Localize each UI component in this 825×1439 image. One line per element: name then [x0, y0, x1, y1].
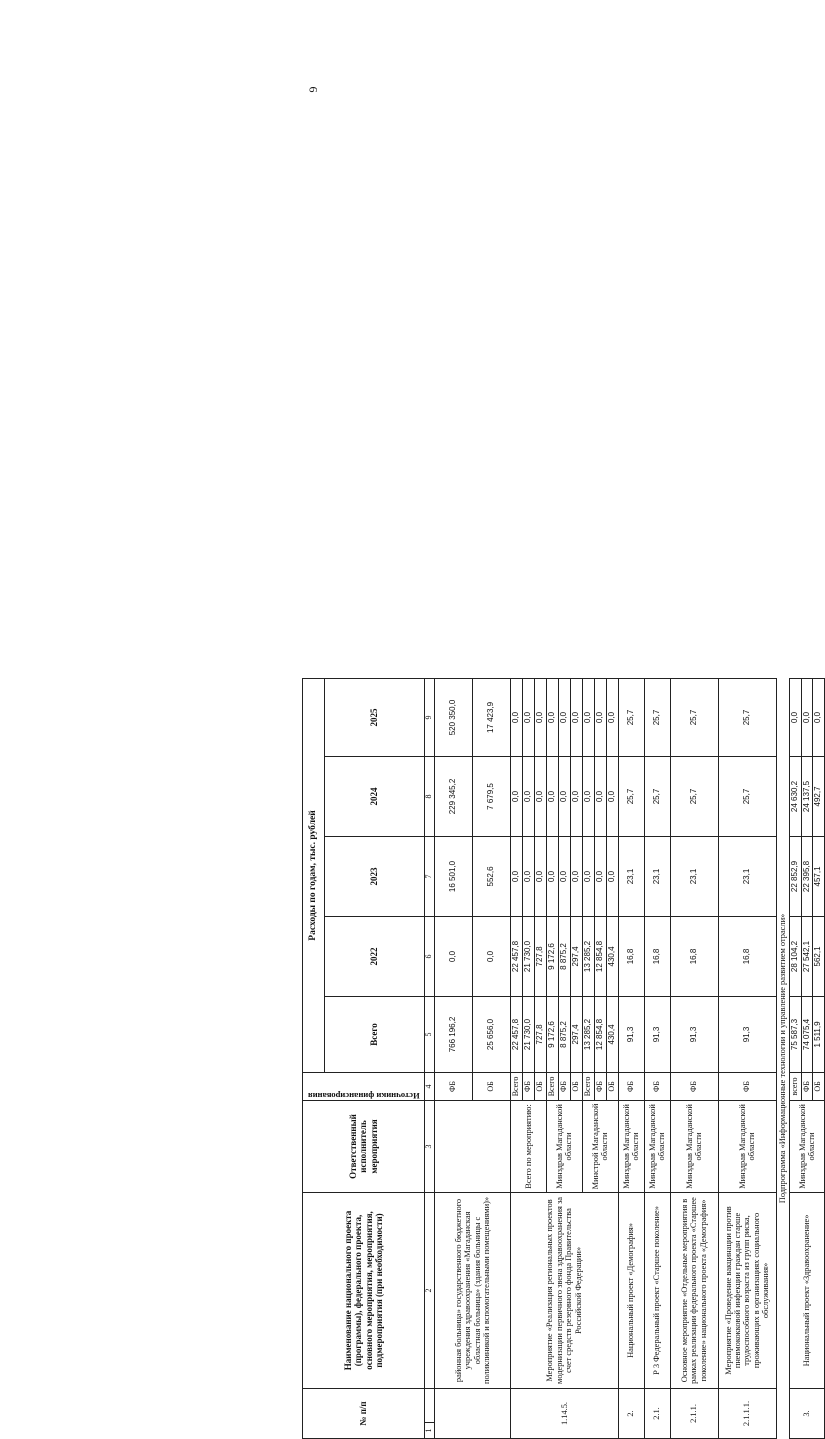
value-total: 75 587,3	[789, 996, 801, 1072]
row-executor: Минздрав Магаданской области	[718, 1100, 776, 1192]
header-expenses: Расходы по годам, тыс. рублей	[303, 678, 325, 1072]
value-total: 91,3	[718, 996, 776, 1072]
row-executor: Минздрав Магаданской области	[789, 1100, 825, 1192]
value-2023: 0,0	[570, 836, 582, 916]
row-no: 2.	[618, 1388, 644, 1438]
row-executor: Минздрав Магаданской области	[644, 1100, 670, 1192]
colnum-4: 4	[425, 1072, 435, 1100]
source-cell: ФБ	[594, 1072, 606, 1100]
value-2025: 520 350,0	[435, 678, 473, 756]
value-total: 25 656,0	[473, 996, 511, 1072]
rotated-budget-table	[302, 679, 823, 1439]
value-2023: 0,0	[606, 836, 618, 916]
source-cell: всего	[789, 1072, 801, 1100]
row-no-cell	[435, 1388, 511, 1438]
value-2024: 0,0	[522, 756, 534, 836]
value-2022: 9 172,6	[546, 916, 558, 996]
value-2022: 297,4	[570, 916, 582, 996]
value-2023: 0,0	[511, 836, 523, 916]
row-name: Национальный проект «Демография»	[618, 1192, 644, 1388]
row-executor-minzdrav: Минздрав Магаданской области	[546, 1100, 582, 1192]
value-2023: 0,0	[594, 836, 606, 916]
row-executor-all: Всего по мероприятию:	[511, 1100, 547, 1192]
row-executor: Минздрав Магаданской области	[670, 1100, 718, 1192]
value-2023: 0,0	[522, 836, 534, 916]
value-2024: 0,0	[546, 756, 558, 836]
value-2025: 25,7	[670, 678, 718, 756]
value-2024: 7 679,5	[473, 756, 511, 836]
value-2022: 27 542,1	[801, 916, 813, 996]
value-2022: 16,8	[644, 916, 670, 996]
value-2024: 25,7	[670, 756, 718, 836]
value-2023: 23,1	[670, 836, 718, 916]
value-2022: 0,0	[473, 916, 511, 996]
value-2023: 0,0	[534, 836, 546, 916]
value-2022: 8 875,2	[558, 916, 570, 996]
source-cell: ОБ	[570, 1072, 582, 1100]
header-executor: Ответственный исполнитель мероприятия	[303, 1100, 425, 1192]
value-total: 13 285,2	[582, 996, 594, 1072]
colnum-2: 2	[425, 1192, 435, 1388]
value-2025: 25,7	[618, 678, 644, 756]
value-2022: 28 104,2	[789, 916, 801, 996]
value-2024: 0,0	[534, 756, 546, 836]
row-executor-minstroy: Минстрой Магаданской области	[582, 1100, 618, 1192]
source-cell: ФБ	[558, 1072, 570, 1100]
row-name: Национальный проект «Здравоохранение»	[789, 1192, 825, 1388]
value-total: 1 511,9	[813, 996, 825, 1072]
value-total: 8 875,2	[558, 996, 570, 1072]
value-2023: 22 395,8	[801, 836, 813, 916]
value-2025: 0,0	[813, 678, 825, 756]
row-no: 1.14.5.	[511, 1388, 619, 1438]
value-2022: 12 854,8	[594, 916, 606, 996]
row-executor: Минздрав Магаданской области	[618, 1100, 644, 1192]
value-2024: 492,7	[813, 756, 825, 836]
row-no: 2.1.1.	[670, 1388, 718, 1438]
value-2023: 23,1	[644, 836, 670, 916]
value-2023: 22 852,9	[789, 836, 801, 916]
value-2025: 0,0	[594, 678, 606, 756]
value-total: 91,3	[618, 996, 644, 1072]
value-2024: 0,0	[606, 756, 618, 836]
value-total: 74 075,4	[801, 996, 813, 1072]
row-no: 3.	[789, 1388, 825, 1438]
page-number: 6	[306, 86, 321, 93]
source-cell: ФБ	[718, 1072, 776, 1100]
row-no: 2.1.	[644, 1388, 670, 1438]
source-cell: ФБ	[644, 1072, 670, 1100]
source-cell: ОБ	[606, 1072, 618, 1100]
header-year-2022: 2022	[325, 916, 425, 996]
source-cell: ФБ	[801, 1072, 813, 1100]
header-source: Источники финансирования	[303, 1072, 425, 1100]
value-2023: 16 501,0	[435, 836, 473, 916]
value-2024: 0,0	[570, 756, 582, 836]
value-2022: 21 730,0	[522, 916, 534, 996]
value-2025: 17 423,9	[473, 678, 511, 756]
value-2024: 229 345,2	[435, 756, 473, 836]
value-2024: 0,0	[594, 756, 606, 836]
subprogram-title: Подпрограмма «Информационные технологии и управление развитием отрасли»	[776, 678, 789, 1438]
value-2024: 25,7	[618, 756, 644, 836]
value-total: 9 172,6	[546, 996, 558, 1072]
value-total: 297,4	[570, 996, 582, 1072]
source-cell: ФБ	[618, 1072, 644, 1100]
value-2022: 13 285,2	[582, 916, 594, 996]
colnum-1b	[425, 1388, 435, 1422]
row-name: Основное мероприятие «Отдельные мероприятия в рамках реализации федерального проекта «Старшее поколение» национального проекта «Демография»	[670, 1192, 718, 1388]
row-name: районная больница» государственного бюджетного учреждения здравоохранения «Магаданская областная больница» (здания больницы с поликлиникой и вспомогательными помещениями)»	[435, 1192, 511, 1388]
value-2025: 0,0	[570, 678, 582, 756]
budget-table	[302, 678, 825, 1439]
value-total: 21 730,0	[522, 996, 534, 1072]
source-cell: ФБ	[435, 1072, 473, 1100]
value-2024: 0,0	[511, 756, 523, 836]
row-name: Мероприятие «Реализация региональных проектов модернизации первичного звена здравоохранения за счет средств резервного фонда Правительства Российской Федерации»	[511, 1192, 619, 1388]
colnum-8: 8	[425, 756, 435, 836]
value-total: 22 457,8	[511, 996, 523, 1072]
colnum-9: 9	[425, 678, 435, 756]
value-2022: 727,8	[534, 916, 546, 996]
source-cell: ОБ	[813, 1072, 825, 1100]
value-total: 727,8	[534, 996, 546, 1072]
source-cell: Всего	[511, 1072, 523, 1100]
value-2025: 0,0	[801, 678, 813, 756]
value-2023: 23,1	[618, 836, 644, 916]
value-2025: 25,7	[718, 678, 776, 756]
value-2025: 0,0	[582, 678, 594, 756]
value-2023: 0,0	[558, 836, 570, 916]
colnum-6: 6	[425, 916, 435, 996]
value-2022: 16,8	[718, 916, 776, 996]
value-2025: 0,0	[511, 678, 523, 756]
value-2024: 25,7	[644, 756, 670, 836]
source-cell: ФБ	[670, 1072, 718, 1100]
header-name: Наименование национального проекта (программы), федерального проекта, основного мероприятия, мероприятия, подмероприятия (при необходимости)	[303, 1192, 425, 1388]
value-2025: 0,0	[546, 678, 558, 756]
row-name: Р 3 Федеральный проект «Старшее поколение»	[644, 1192, 670, 1388]
source-cell: ОБ	[473, 1072, 511, 1100]
header-year-2025: 2025	[325, 678, 425, 756]
value-total: 12 854,8	[594, 996, 606, 1072]
value-total: 91,3	[670, 996, 718, 1072]
value-2024: 25,7	[718, 756, 776, 836]
value-2024: 0,0	[582, 756, 594, 836]
value-2022: 430,4	[606, 916, 618, 996]
row-name: Мероприятие «Проведение вакцинации против пневмококковой инфекции граждан старше трудоспособного возраста из групп риска, проживающих в организациях социального обслуживания»	[718, 1192, 776, 1388]
value-2022: 0,0	[435, 916, 473, 996]
source-cell: ОБ	[534, 1072, 546, 1100]
value-2023: 457,1	[813, 836, 825, 916]
value-2025: 0,0	[606, 678, 618, 756]
value-2023: 0,0	[546, 836, 558, 916]
value-2022: 562,1	[813, 916, 825, 996]
source-cell: ФБ	[522, 1072, 534, 1100]
colnum-7: 7	[425, 836, 435, 916]
header-no: № п/п	[303, 1388, 425, 1438]
value-2025: 0,0	[522, 678, 534, 756]
value-2023: 0,0	[582, 836, 594, 916]
value-2022: 22 457,8	[511, 916, 523, 996]
value-2024: 24 630,2	[789, 756, 801, 836]
row-no: 2.1.1.1.	[718, 1388, 776, 1438]
source-cell: Всего	[546, 1072, 558, 1100]
source-cell: Всего	[582, 1072, 594, 1100]
value-2025: 0,0	[789, 678, 801, 756]
value-2025: 0,0	[534, 678, 546, 756]
colnum-1: 1	[425, 1423, 435, 1439]
value-total: 766 196,2	[435, 996, 473, 1072]
value-2024: 0,0	[558, 756, 570, 836]
value-2025: 25,7	[644, 678, 670, 756]
colnum-3: 3	[425, 1100, 435, 1192]
header-total: Всего	[325, 996, 425, 1072]
value-total: 430,4	[606, 996, 618, 1072]
value-2023: 23,1	[718, 836, 776, 916]
value-2024: 24 137,5	[801, 756, 813, 836]
value-2022: 16,8	[670, 916, 718, 996]
value-2023: 552,6	[473, 836, 511, 916]
header-year-2024: 2024	[325, 756, 425, 836]
value-total: 91,3	[644, 996, 670, 1072]
colnum-5: 5	[425, 996, 435, 1072]
value-2025: 0,0	[558, 678, 570, 756]
row-executor	[435, 1100, 511, 1192]
value-2022: 16,8	[618, 916, 644, 996]
header-year-2023: 2023	[325, 836, 425, 916]
